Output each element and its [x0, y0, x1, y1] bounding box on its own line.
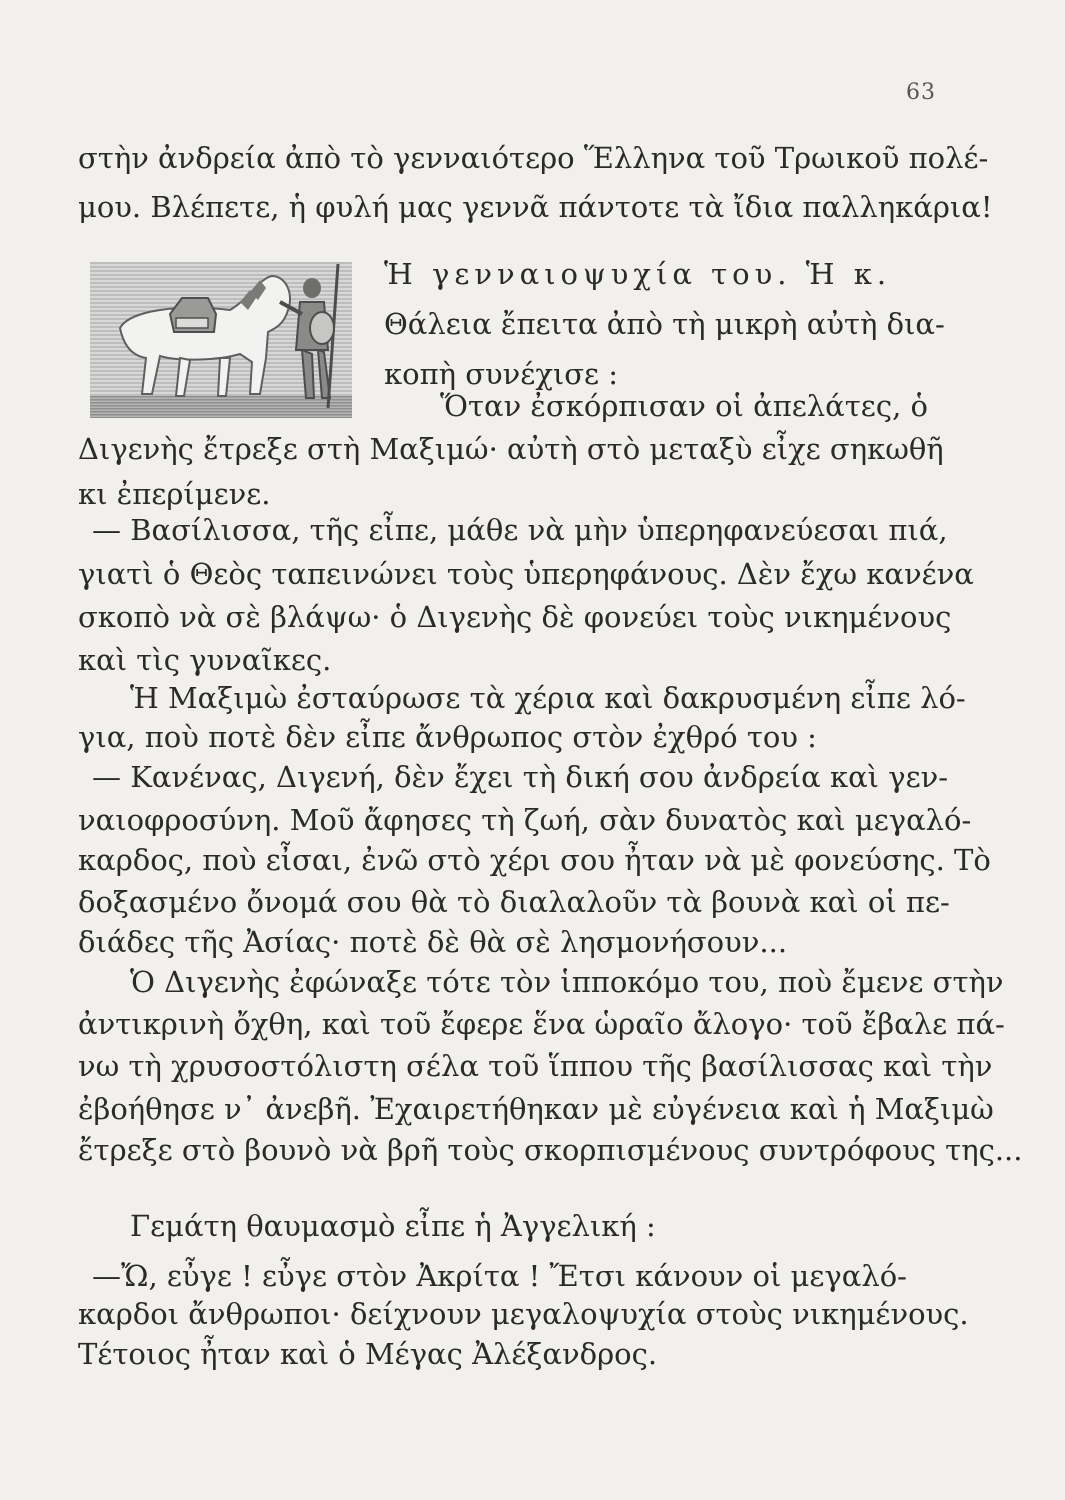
text-line-17: καρδος, ποὺ εἶσαι, ἐνῶ στὸ χέρι σου ἦταν νὰ μὲ φονεύσης. Τὸ [78, 843, 991, 877]
page-number: 63 [906, 80, 936, 105]
text-line-21: ἀντικρινὴ ὄχθη, καὶ τοῦ ἔφερε ἕνα ὡραῖο ἄλογο· τοῦ ἔβαλε πά- [78, 1007, 1005, 1041]
text-line-9: — Βασίλισσα, τῆς εἶπε, μάθε νὰ μὴν ὑπερηφανεύεσαι πιά, [92, 513, 948, 547]
text-line-7: Διγενὴς ἔτρεξε στὴ Μαξιμώ· αὐτὴ στὸ μεταξὺ εἶχε σηκωθῆ [78, 432, 944, 466]
text-line-11: σκοπὸ νὰ σὲ βλάψω· ὁ Διγενὴς δὲ φονεύει τοὺς νικημένους [78, 600, 952, 634]
text-line-15: — Κανένας, Διγενή, δὲν ἔχει τὴ δική σου ἀνδρεία καὶ γεν- [92, 760, 949, 794]
text-line-1: στὴν ἀνδρεία ἀπὸ τὸ γενναιότερο Ἕλληνα τοῦ Τρωικοῦ πολέ- [78, 141, 989, 175]
text-line-23: ἐβοήθησε ν᾿ ἀνεβῆ. Ἐχαιρετήθηκαν μὲ εὐγένεια καὶ ἡ Μαξιμὼ [78, 1092, 994, 1126]
text-line-10: γιατὶ ὁ Θεὸς ταπεινώνει τοὺς ὑπερηφάνους. Δὲν ἔχω κανένα [78, 557, 974, 591]
text-line-26: —Ὤ, εὖγε ! εὖγε στὸν Ἀκρίτα ! Ἔτσι κάνουν οἱ μεγαλό- [92, 1259, 907, 1293]
section-heading: Ἡ γενναιοψυχία του. Ἡ κ. [384, 257, 892, 291]
text-line-25: Γεμάτη θαυμασμὸ εἶπε ἡ Ἀγγελική : [130, 1209, 656, 1243]
text-line-12: καὶ τὶς γυναῖκες. [78, 643, 332, 677]
text-line-6: Ὅταν ἐσκόρπισαν οἱ ἀπελάτες, ὁ [440, 389, 928, 423]
text-line-4: Θάλεια ἔπειτα ἀπὸ τὴ μικρὴ αὐτὴ δια- [384, 307, 945, 341]
text-line-13: Ἡ Μαξιμὼ ἐσταύρωσε τὰ χέρια καὶ δακρυσμένη εἶπε λό- [130, 681, 966, 715]
text-line-19: διάδες τῆς Ἀσίας· ποτὲ δὲ θὰ σὲ λησμονήσουν... [78, 925, 788, 959]
text-line-18: δοξασμένο ὄνομά σου θὰ τὸ διαλαλοῦν τὰ βουνὰ καὶ οἱ πε- [78, 885, 950, 919]
text-line-8: κι ἐπερίμενε. [78, 477, 271, 511]
text-line-22: νω τὴ χρυσοστόλιστη σέλα τοῦ ἵππου τῆς βασίλισσας καὶ τὴν [78, 1049, 993, 1083]
text-line-28: Τέτοιος ἦταν καὶ ὁ Μέγας Ἀλέξανδρος. [78, 1337, 658, 1371]
text-line-5: κοπὴ συνέχισε : [384, 357, 619, 391]
horse-and-warrior-illustration [90, 258, 352, 420]
text-line-20: Ὁ Διγενὴς ἐφώναξε τότε τὸν ἱπποκόμο του, ποὺ ἔμενε στὴν [130, 965, 1004, 999]
text-line-27: καρδοι ἄνθρωποι· δείχνουν μεγαλοψυχία στοὺς νικημένους. [78, 1297, 969, 1331]
text-line-14: για, ποὺ ποτὲ δὲν εἶπε ἄνθρωπος στὸν ἐχθρό του : [78, 720, 817, 754]
text-line-16: ναιοφροσύνη. Μοῦ ἄφησες τὴ ζωή, σὰν δυνατὸς καὶ μεγαλό- [78, 803, 972, 837]
text-line-2: μου. Βλέπετε, ἡ φυλή μας γεννᾶ πάντοτε τὰ ἴδια παλληκάρια! [78, 190, 993, 224]
text-line-24: ἔτρεξε στὸ βουνὸ νὰ βρῆ τοὺς σκορπισμένους συντρόφους της... [78, 1133, 1023, 1167]
